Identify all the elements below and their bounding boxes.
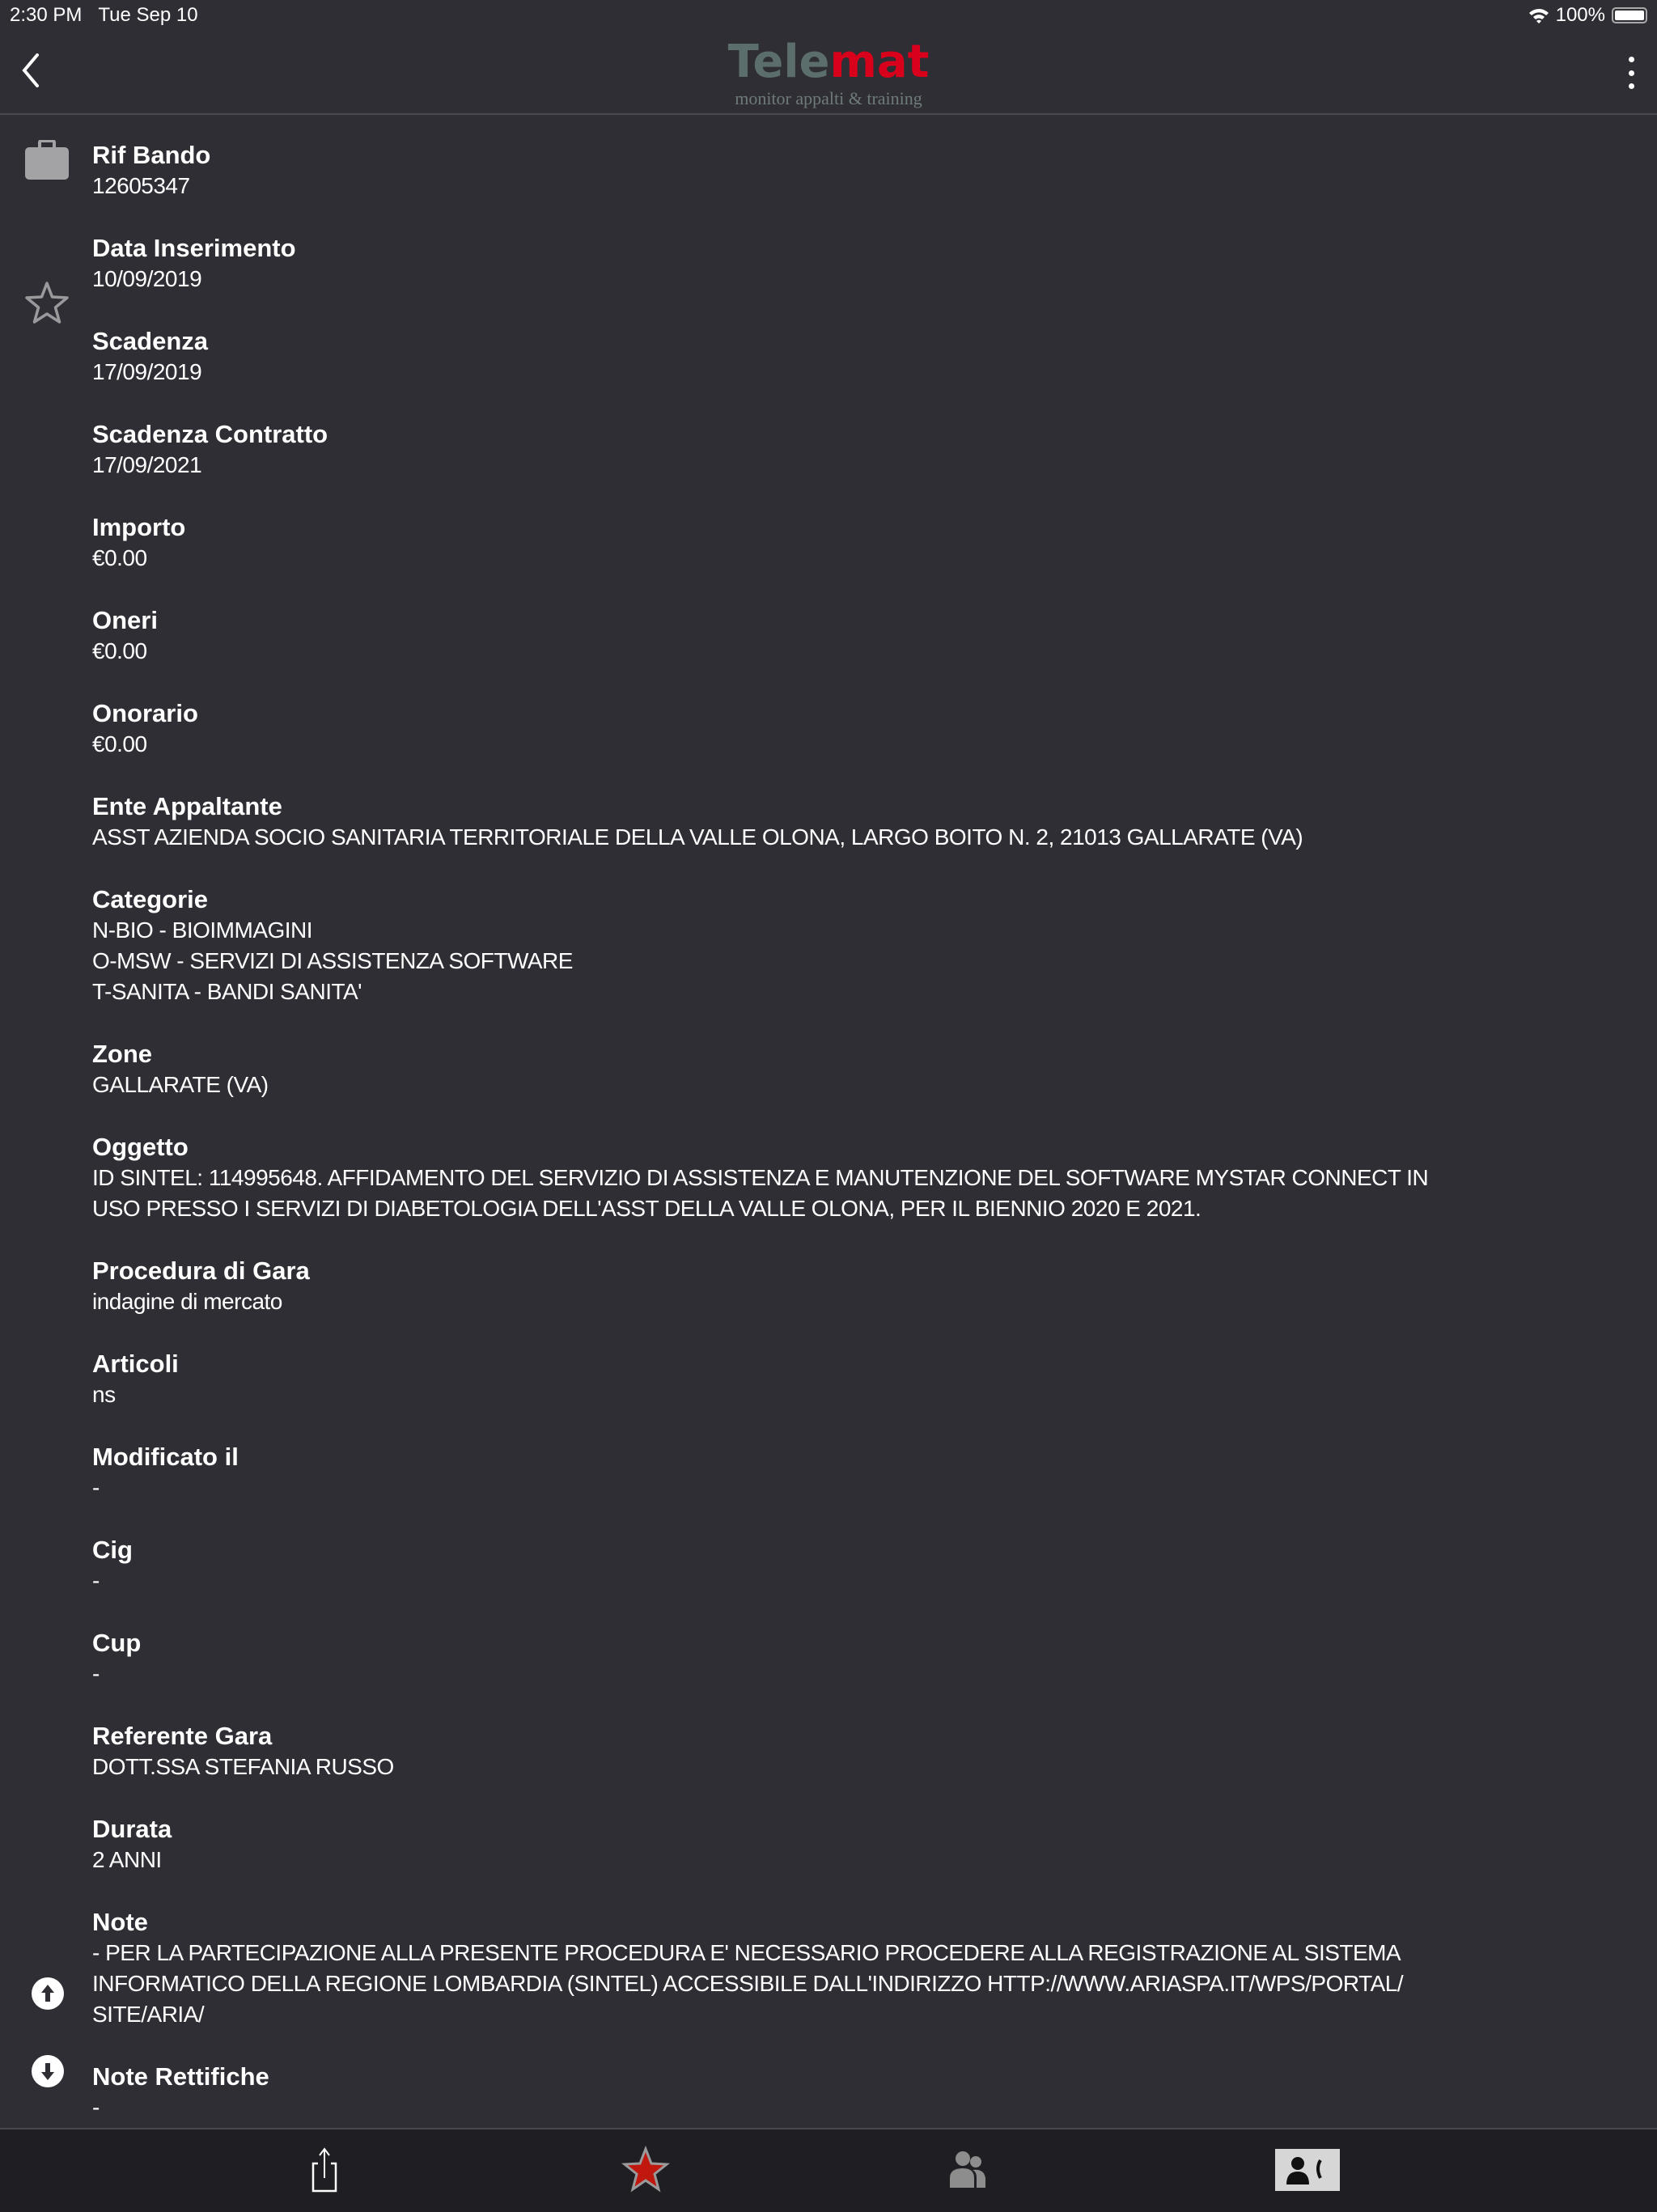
field-value: N-BIO - BIOIMMAGINI xyxy=(92,917,313,943)
field-value: - xyxy=(92,2095,100,2120)
field-value: SITE/ARIA/ xyxy=(92,2002,205,2027)
field-note xyxy=(0,1907,1657,2030)
share-icon[interactable] xyxy=(300,2146,349,2194)
field-label: Referente Gara xyxy=(92,1722,273,1750)
field-procedura-di-gara xyxy=(0,1256,1657,1317)
field-value: USO PRESSO I SERVIZI DI DIABETOLOGIA DELL'ASST DELLA VALLE OLONA, PER IL BIENNIO 2020 E 2021. xyxy=(92,1196,1201,1221)
field-label: Cup xyxy=(92,1629,142,1657)
logo-text-tele: Tele xyxy=(727,36,830,88)
field-label: Oneri xyxy=(92,606,158,634)
field-oggetto xyxy=(0,1132,1657,1224)
field-label: Onorario xyxy=(92,699,198,727)
field-value: €0.00 xyxy=(92,638,147,663)
field-value: 2 ANNI xyxy=(92,1847,162,1872)
field-data-inserimento xyxy=(0,233,1657,295)
field-label: Scadenza xyxy=(92,327,209,355)
field-importo xyxy=(0,512,1657,574)
field-value: GALLARATE (VA) xyxy=(92,1072,269,1097)
field-articoli xyxy=(0,1349,1657,1410)
battery-icon xyxy=(1612,7,1647,23)
field-label: Note xyxy=(92,1908,148,1936)
field-referente-gara xyxy=(0,1721,1657,1782)
field-rif-bando xyxy=(0,140,1657,201)
field-label: Oggetto xyxy=(92,1133,189,1161)
favorite-star-icon[interactable] xyxy=(24,281,70,326)
field-value: €0.00 xyxy=(92,545,147,570)
field-value: 10/09/2019 xyxy=(92,266,202,291)
status-bar xyxy=(0,0,1657,32)
tab-bar xyxy=(0,2128,1657,2212)
briefcase-icon xyxy=(24,140,70,180)
field-value: 17/09/2019 xyxy=(92,359,202,384)
battery-percent: 100% xyxy=(1555,4,1605,26)
logo-text-mat: mat xyxy=(829,36,930,88)
field-value: ASST AZIENDA SOCIO SANITARIA TERRITORIALE DELLA VALLE OLONA, LARGO BOITO N. 2, 21013 GALLARATE (VA) xyxy=(92,824,1303,850)
field-oneri xyxy=(0,605,1657,667)
field-value: - xyxy=(92,1475,100,1500)
field-label: Importo xyxy=(92,513,186,541)
field-note-rettifiche xyxy=(0,2062,1657,2123)
field-value: - PER LA PARTECIPAZIONE ALLA PRESENTE PROCEDURA E' NECESSARIO PROCEDERE ALLA REGISTRAZIONE AL SISTEMA xyxy=(92,1940,1401,1965)
scroll-down-icon[interactable] xyxy=(31,2054,65,2088)
field-label: Procedura di Gara xyxy=(92,1256,310,1285)
navigation-bar xyxy=(0,32,1657,115)
field-value: O-MSW - SERVIZI DI ASSISTENZA SOFTWARE xyxy=(92,948,573,973)
field-value: 12605347 xyxy=(92,173,190,198)
field-label: Scadenza Contratto xyxy=(92,420,328,448)
field-label: Durata xyxy=(92,1815,172,1843)
field-label: Cig xyxy=(92,1536,133,1564)
field-cup xyxy=(0,1628,1657,1689)
field-scadenza-contratto xyxy=(0,419,1657,481)
field-label: Rif Bando xyxy=(92,141,211,169)
status-date: Tue Sep 10 xyxy=(98,4,198,26)
field-scadenza xyxy=(0,326,1657,388)
status-time: 2:30 PM xyxy=(10,4,83,26)
field-label: Note Rettifiche xyxy=(92,2062,269,2091)
field-label: Categorie xyxy=(92,885,208,913)
field-value: ns xyxy=(92,1382,116,1407)
people-icon[interactable] xyxy=(943,2146,992,2194)
back-chevron-icon[interactable] xyxy=(16,50,49,91)
favorites-star-icon[interactable] xyxy=(621,2146,670,2194)
more-options-icon[interactable] xyxy=(1621,57,1641,89)
field-label: Articoli xyxy=(92,1350,179,1378)
field-durata xyxy=(0,1814,1657,1875)
field-value: DOTT.SSA STEFANIA RUSSO xyxy=(92,1754,394,1779)
field-value: - xyxy=(92,1568,100,1593)
field-value: INFORMATICO DELLA REGIONE LOMBARDIA (SINTEL) ACCESSIBILE DALL'INDIRIZZO HTTP://WWW.ARIASPA.IT/WPS/PORTAL/ xyxy=(92,1971,1404,1996)
field-value: indagine di mercato xyxy=(92,1289,282,1314)
field-ente-appaltante xyxy=(0,791,1657,853)
field-value: T-SANITA - BANDI SANITA' xyxy=(92,979,362,1004)
field-label: Ente Appaltante xyxy=(92,792,282,820)
scroll-up-icon[interactable] xyxy=(31,1977,65,2011)
field-label: Data Inserimento xyxy=(92,234,296,262)
telemat-logo xyxy=(728,37,930,108)
field-label: Modificato il xyxy=(92,1443,239,1471)
field-value: 17/09/2021 xyxy=(92,452,202,477)
detail-list[interactable] xyxy=(0,115,1657,2128)
field-onorario xyxy=(0,698,1657,760)
field-value: ID SINTEL: 114995648. AFFIDAMENTO DEL SERVIZIO DI ASSISTENZA E MANUTENZIONE DEL SOFTWARE MYSTAR CONNECT IN xyxy=(92,1165,1429,1190)
logo-tagline: monitor appalti & training xyxy=(735,88,922,108)
field-value: €0.00 xyxy=(92,731,147,756)
field-categorie xyxy=(0,884,1657,1007)
wifi-icon xyxy=(1528,7,1549,23)
field-modificato-il xyxy=(0,1442,1657,1503)
field-value: - xyxy=(92,1661,100,1686)
field-zone xyxy=(0,1039,1657,1100)
field-label: Zone xyxy=(92,1040,153,1068)
field-cig xyxy=(0,1535,1657,1596)
contact-card-icon[interactable] xyxy=(1273,2146,1341,2194)
